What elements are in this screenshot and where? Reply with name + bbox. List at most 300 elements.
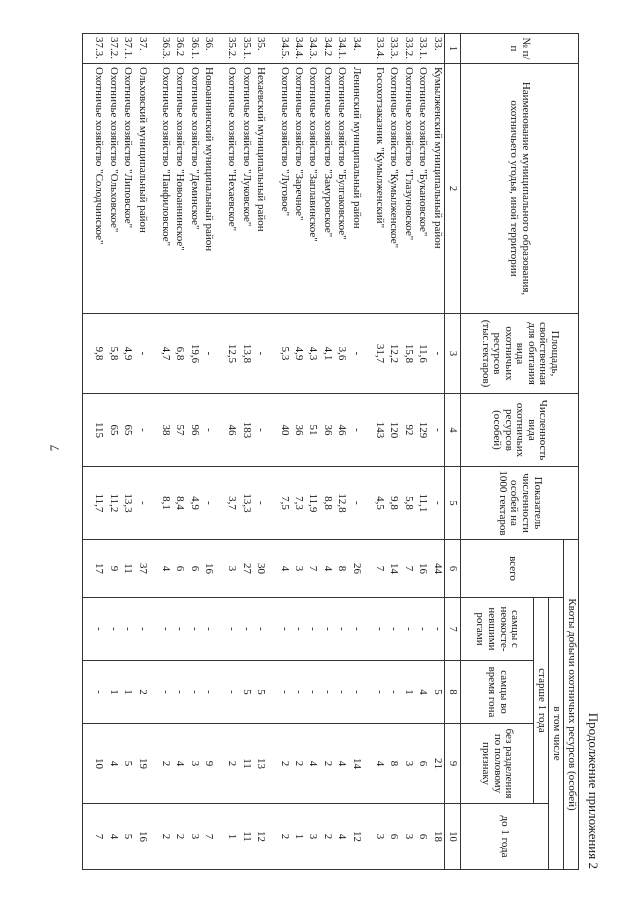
table-cell: -	[277, 598, 291, 661]
bottom-cell	[83, 661, 92, 724]
spacer-cell	[363, 724, 372, 804]
table-cell: 92	[401, 394, 415, 467]
table-cell: 15,8	[401, 314, 415, 394]
spacer-cell	[363, 467, 372, 540]
spacer-cell	[216, 467, 225, 540]
spacer-cell	[363, 540, 372, 598]
column-number: 8	[445, 661, 461, 724]
spacer-cell	[363, 34, 372, 64]
table-cell: -	[253, 598, 267, 661]
table-cell: 2	[320, 804, 334, 870]
table-cell: 183	[239, 394, 253, 467]
table-row	[106, 34, 120, 870]
table-cell: Охотничье хозяйство "Заплавинское"	[305, 64, 319, 314]
table-header	[445, 34, 579, 870]
table-cell: -	[430, 467, 445, 540]
table-cell: 1	[106, 661, 120, 724]
table-cell: 26	[349, 540, 363, 598]
table-cell: Ольховский муниципальный район	[135, 64, 149, 314]
table-cell: Охотничье хозяйство "Солодчинское"	[91, 64, 105, 314]
column-number-row	[445, 34, 461, 870]
table-cell: -	[120, 598, 134, 661]
spacer-cell	[216, 540, 225, 598]
spacer-cell	[216, 804, 225, 870]
bottom-cell	[83, 724, 92, 804]
table-row	[239, 34, 253, 870]
column-number: 4	[445, 394, 461, 467]
page-number: 7	[47, 444, 62, 452]
table-cell: 4	[172, 724, 186, 804]
spacer-cell	[216, 598, 225, 661]
table-cell: 4,7	[158, 314, 172, 394]
spacer-cell	[268, 540, 277, 598]
spacer-cell	[363, 598, 372, 661]
table-cell: 6,8	[172, 314, 186, 394]
spacer-cell	[149, 467, 158, 540]
spacer-cell	[363, 64, 372, 314]
table-cell: -	[430, 394, 445, 467]
header-density: Показатель численности особей на 1000 гектаров	[461, 467, 579, 540]
column-number: 5	[445, 467, 461, 540]
table-cell: -	[320, 661, 334, 724]
spacer-cell	[268, 804, 277, 870]
table-cell: 11,2	[106, 467, 120, 540]
table-cell: 5	[239, 661, 253, 724]
table-cell: -	[372, 661, 386, 724]
spacer-cell	[216, 661, 225, 724]
table-cell: Охотничье хозяйство "Луговое"	[277, 64, 291, 314]
bottom-cell	[83, 394, 92, 467]
table-cell: 8,1	[158, 467, 172, 540]
table-cell: 33.3.	[386, 34, 400, 64]
table-cell: -	[253, 314, 267, 394]
table-cell: 6	[386, 804, 400, 870]
spacer-cell	[149, 394, 158, 467]
table-cell: 51	[305, 394, 319, 467]
table-cell: 11,6	[415, 314, 429, 394]
table-cell: Охотничье хозяйство "Луковское"	[239, 64, 253, 314]
header-name: Наименование муниципального образования, охотничьего угодья, иной территории	[461, 64, 579, 314]
table-row	[201, 34, 215, 870]
table-cell: 4,9	[120, 314, 134, 394]
spacer-cell	[216, 34, 225, 64]
table-cell: 6	[415, 724, 429, 804]
table-cell: 4	[305, 724, 319, 804]
table-cell: 19	[135, 724, 149, 804]
table-row	[135, 34, 149, 870]
table-cell: 34.5.	[277, 34, 291, 64]
header-males-antlers: самцы с неокосте-невшими рогами	[461, 598, 534, 661]
spacer-row	[216, 34, 225, 870]
spacer-cell	[363, 661, 372, 724]
table-cell: Охотничье хозяйство "Деминское"	[187, 64, 201, 314]
table-cell: Новоаннинский муниципальный район	[201, 64, 215, 314]
header-including: в том числе	[549, 598, 564, 870]
table-cell: -	[334, 661, 348, 724]
table-cell: 115	[91, 394, 105, 467]
bottom-cell	[83, 804, 92, 870]
table-cell: 33.	[430, 34, 445, 64]
table-cell: 4	[372, 724, 386, 804]
table-cell: 4	[415, 661, 429, 724]
table-cell: -	[187, 598, 201, 661]
column-number: 2	[445, 64, 461, 314]
table-cell: 14	[349, 724, 363, 804]
table-row	[349, 34, 363, 870]
table-cell: 13,8	[239, 314, 253, 394]
table-cell: 1	[225, 804, 239, 870]
table-cell: 8	[386, 724, 400, 804]
table-cell: -	[349, 598, 363, 661]
table-cell: 16	[201, 540, 215, 598]
spacer-cell	[268, 34, 277, 64]
table-cell: 2	[320, 724, 334, 804]
table-cell: -	[334, 598, 348, 661]
table-cell: 3,6	[334, 314, 348, 394]
table-cell: 21	[430, 724, 445, 804]
spacer-row	[363, 34, 372, 870]
table-cell: -	[172, 661, 186, 724]
table-cell: Охотничье хозяйство "Панфиловское"	[158, 64, 172, 314]
spacer-cell	[216, 724, 225, 804]
table-cell: -	[430, 314, 445, 394]
table-cell: 14	[386, 540, 400, 598]
table-cell: -	[305, 661, 319, 724]
table-cell: 33.1.	[415, 34, 429, 64]
table-row	[120, 34, 134, 870]
table-cell: 34.1.	[334, 34, 348, 64]
bottom-cell	[83, 34, 92, 64]
spacer-cell	[149, 598, 158, 661]
table-cell: 18	[430, 804, 445, 870]
rotated-page-content	[94, 33, 601, 869]
table-bottom-border	[83, 34, 92, 870]
table-cell: 37.	[135, 34, 149, 64]
table-cell: 5	[120, 804, 134, 870]
column-number: 1	[445, 34, 461, 64]
table-row	[334, 34, 348, 870]
table-row	[430, 34, 445, 870]
table-cell: 1	[120, 661, 134, 724]
table-cell: 6	[415, 804, 429, 870]
table-cell: -	[239, 598, 253, 661]
table-cell: 37	[135, 540, 149, 598]
table-cell: 34.3.	[305, 34, 319, 64]
table-row	[253, 34, 267, 870]
table-cell: 3	[291, 540, 305, 598]
table-cell: 7	[305, 540, 319, 598]
spacer-cell	[216, 64, 225, 314]
table-row	[386, 34, 400, 870]
table-cell: 2	[291, 724, 305, 804]
table-cell: 6	[187, 540, 201, 598]
spacer-cell	[268, 314, 277, 394]
table-cell: Охотничье хозяйство "Замуровское"	[320, 64, 334, 314]
table-row	[401, 34, 415, 870]
table-cell: 5	[253, 661, 267, 724]
table-cell: 11,9	[305, 467, 319, 540]
table-cell: Охотничье хозяйство "Заречное"	[291, 64, 305, 314]
table-cell: -	[291, 661, 305, 724]
table-cell: 5	[430, 661, 445, 724]
table-cell: -	[91, 598, 105, 661]
table-cell: 36	[320, 394, 334, 467]
table-cell: 9,8	[91, 314, 105, 394]
table-cell: 40	[277, 394, 291, 467]
table-cell: 36.	[201, 34, 215, 64]
table-cell: 12,2	[386, 314, 400, 394]
table-cell: 11,7	[91, 467, 105, 540]
table-cell: 4	[106, 804, 120, 870]
spacer-row	[268, 34, 277, 870]
table-row	[91, 34, 105, 870]
header-older-than-year: старше 1 года	[534, 598, 549, 804]
table-cell: 13,3	[120, 467, 134, 540]
table-row	[372, 34, 386, 870]
table-cell: 7,5	[277, 467, 291, 540]
table-cell: 46	[225, 394, 239, 467]
column-number: 6	[445, 540, 461, 598]
table-cell: -	[291, 598, 305, 661]
table-cell: -	[187, 661, 201, 724]
table-cell: 12	[349, 804, 363, 870]
table-cell: Охотничье хозяйство "Новоаннинское"	[172, 64, 186, 314]
table-cell: -	[253, 394, 267, 467]
table-cell: 33.4.	[372, 34, 386, 64]
table-cell: 37.3.	[91, 34, 105, 64]
table-cell: 35.2.	[225, 34, 239, 64]
table-cell: -	[225, 661, 239, 724]
hunting-quota-table	[82, 33, 579, 870]
table-cell: 2	[158, 804, 172, 870]
table-cell: -	[106, 598, 120, 661]
table-cell: 9	[106, 540, 120, 598]
table-cell: -	[277, 661, 291, 724]
spacer-cell	[149, 804, 158, 870]
table-cell: 46	[334, 394, 348, 467]
table-cell: 3	[401, 724, 415, 804]
table-cell: 4	[320, 540, 334, 598]
table-cell: -	[430, 598, 445, 661]
table-cell: Охотничье хозяйство "Ольховское"	[106, 64, 120, 314]
table-cell: -	[158, 598, 172, 661]
table-cell: -	[415, 598, 429, 661]
table-cell: -	[386, 661, 400, 724]
table-cell: Охотничье хозяйство "Кумылженское"	[386, 64, 400, 314]
table-cell: 6	[172, 540, 186, 598]
table-cell: Нехаевский муниципальный район	[253, 64, 267, 314]
table-row	[305, 34, 319, 870]
table-cell: 2	[172, 804, 186, 870]
table-cell: 12,8	[334, 467, 348, 540]
table-cell: 16	[415, 540, 429, 598]
table-cell: 9,8	[386, 467, 400, 540]
table-cell: 12	[253, 804, 267, 870]
table-cell: 13,3	[239, 467, 253, 540]
table-cell: 1	[401, 661, 415, 724]
table-cell: -	[201, 598, 215, 661]
table-cell: -	[91, 661, 105, 724]
table-cell: 30	[253, 540, 267, 598]
table-cell: Охотничье хозяйство "Булгаковское"	[334, 64, 348, 314]
spacer-cell	[268, 661, 277, 724]
table-row	[172, 34, 186, 870]
table-cell: 37.1.	[120, 34, 134, 64]
table-cell: 5	[120, 724, 134, 804]
table-cell: 8,4	[172, 467, 186, 540]
header-males-rut: самцы во время гона	[461, 661, 534, 724]
spacer-row	[149, 34, 158, 870]
table-row	[415, 34, 429, 870]
table-cell: 57	[172, 394, 186, 467]
table-cell: 2	[225, 724, 239, 804]
table-cell: -	[320, 598, 334, 661]
table-cell: 7	[401, 540, 415, 598]
table-cell: 2	[277, 804, 291, 870]
table-cell: 36	[291, 394, 305, 467]
spacer-cell	[363, 804, 372, 870]
table-cell: -	[401, 598, 415, 661]
table-cell: 8,8	[320, 467, 334, 540]
table-cell: -	[349, 661, 363, 724]
table-cell: -	[386, 598, 400, 661]
table-cell: 4,1	[320, 314, 334, 394]
table-cell: 36.3.	[158, 34, 172, 64]
table-cell: -	[135, 394, 149, 467]
table-cell: 4,9	[187, 467, 201, 540]
column-number: 10	[445, 804, 461, 870]
table-cell: 38	[158, 394, 172, 467]
table-cell: -	[349, 314, 363, 394]
table-cell: -	[253, 467, 267, 540]
table-cell: 4,9	[291, 314, 305, 394]
spacer-cell	[268, 394, 277, 467]
bottom-cell	[83, 314, 92, 394]
table-cell: 4	[334, 724, 348, 804]
table-cell: 129	[415, 394, 429, 467]
table-cell: 4,3	[305, 314, 319, 394]
table-cell: -	[172, 598, 186, 661]
spacer-cell	[216, 314, 225, 394]
table-cell: 4,5	[372, 467, 386, 540]
header-number: № п/п	[461, 34, 579, 64]
table-cell: Охотничье хозяйство "Букановское"	[415, 64, 429, 314]
table-cell: 2	[158, 724, 172, 804]
table-cell: 4	[334, 804, 348, 870]
table-cell: 36.2	[172, 34, 186, 64]
table-cell: 10	[91, 724, 105, 804]
table-cell: 34.	[349, 34, 363, 64]
table-cell: 7	[91, 804, 105, 870]
table-cell: 4	[158, 540, 172, 598]
spacer-cell	[149, 314, 158, 394]
table-cell: 33.2.	[401, 34, 415, 64]
table-cell: 11,1	[415, 467, 429, 540]
table-cell: -	[225, 598, 239, 661]
table-cell: 34.2	[320, 34, 334, 64]
spacer-cell	[149, 34, 158, 64]
table-cell: 65	[106, 394, 120, 467]
table-cell: 3	[187, 724, 201, 804]
spacer-cell	[363, 394, 372, 467]
table-cell: 2	[135, 661, 149, 724]
table-row	[187, 34, 201, 870]
table-cell: 11	[120, 540, 134, 598]
table-cell: 12,5	[225, 314, 239, 394]
table-cell: 16	[135, 804, 149, 870]
table-cell: 5,8	[106, 314, 120, 394]
column-number: 3	[445, 314, 461, 394]
table-cell: 7,3	[291, 467, 305, 540]
table-cell: Охотничье хозяйство "Нехаевское"	[225, 64, 239, 314]
table-cell: 5,3	[277, 314, 291, 394]
table-cell: 7	[372, 540, 386, 598]
table-cell: 17	[91, 540, 105, 598]
bottom-cell	[83, 598, 92, 661]
table-cell: -	[135, 598, 149, 661]
bottom-cell	[83, 64, 92, 314]
table-cell: 96	[187, 394, 201, 467]
table-cell: 11	[239, 724, 253, 804]
column-number: 9	[445, 724, 461, 804]
table-cell: -	[135, 467, 149, 540]
table-row	[277, 34, 291, 870]
spacer-cell	[363, 314, 372, 394]
table-row	[320, 34, 334, 870]
header-quota: Квоты добычи охотничьих ресурсов (особей)	[564, 540, 579, 870]
table-cell: -	[201, 467, 215, 540]
table-body	[83, 34, 445, 870]
table-cell: 31,7	[372, 314, 386, 394]
table-cell: -	[135, 314, 149, 394]
table-cell: -	[349, 467, 363, 540]
spacer-cell	[149, 661, 158, 724]
table-cell: 3	[401, 804, 415, 870]
table-cell: Госохотзаказник "Кумылженский"	[372, 64, 386, 314]
table-cell: 35.1.	[239, 34, 253, 64]
appendix-subtitle: Продолжение приложения 2	[586, 712, 601, 869]
spacer-cell	[268, 467, 277, 540]
table-cell: 35.	[253, 34, 267, 64]
table-cell: 4	[106, 724, 120, 804]
table-cell: 3	[372, 804, 386, 870]
table-cell: -	[349, 394, 363, 467]
table-cell: Ленинский муниципальный район	[349, 64, 363, 314]
table-cell: 34.4.	[291, 34, 305, 64]
spacer-cell	[149, 540, 158, 598]
spacer-cell	[268, 724, 277, 804]
table-cell: 44	[430, 540, 445, 598]
spacer-cell	[216, 394, 225, 467]
header-no-sex: без разделения по половому признаку	[461, 724, 534, 804]
table-row	[291, 34, 305, 870]
table-cell: 3,7	[225, 467, 239, 540]
table-cell: 120	[386, 394, 400, 467]
spacer-cell	[149, 64, 158, 314]
table-cell: Охотничье хозяйство "Липовское"	[120, 64, 134, 314]
table-cell: -	[158, 661, 172, 724]
table-cell: 13	[253, 724, 267, 804]
table-row	[158, 34, 172, 870]
spacer-cell	[149, 724, 158, 804]
table-cell: 3	[305, 804, 319, 870]
header-area: Площадь, свойственная для обитания вида охотничьих ресурсов (тыс.гектаров)	[461, 314, 579, 394]
bottom-cell	[83, 540, 92, 598]
table-cell: -	[305, 598, 319, 661]
table-cell: 65	[120, 394, 134, 467]
table-cell: 36.1.	[187, 34, 201, 64]
header-total: всего	[461, 540, 564, 598]
